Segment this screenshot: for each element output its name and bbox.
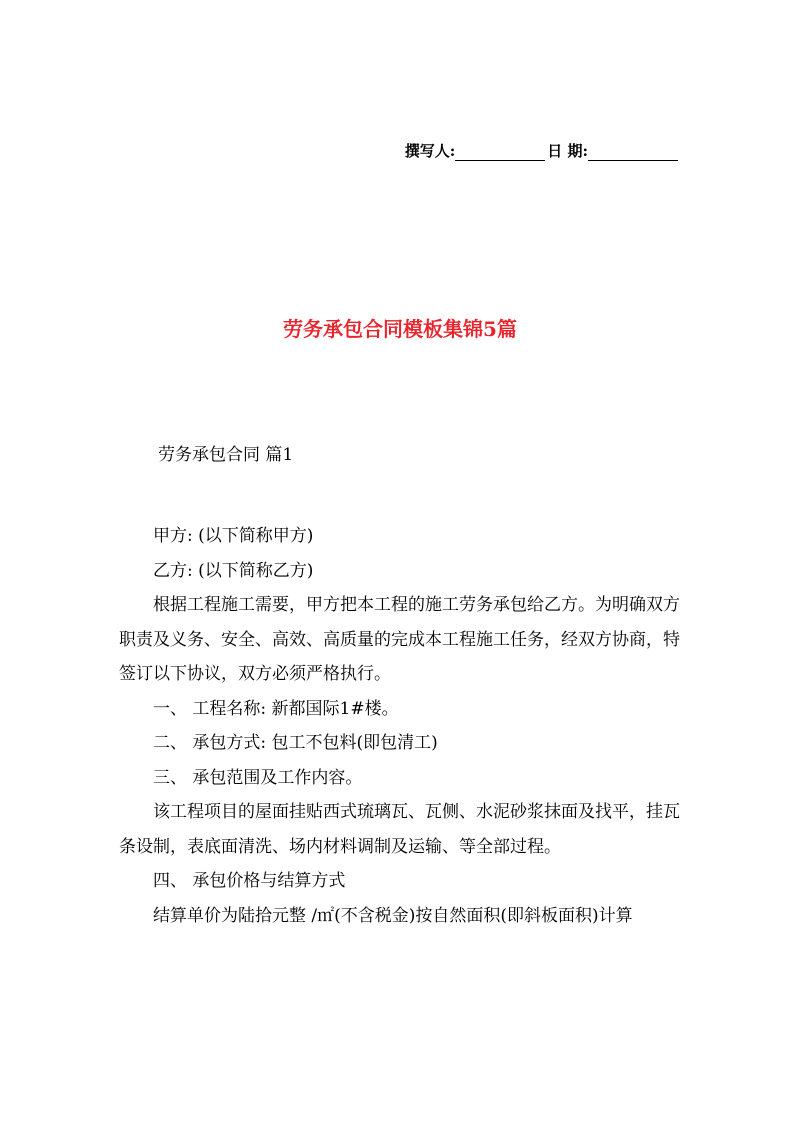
paragraph-preamble: 根据工程施工需要，甲方把本工程的施工劳务承包给乙方。为明确双方职责及义务、安全、高效、高质量的完成本工程施工任务，经双方协商，特签订以下协议，双方必须严格执行。 [119,595,680,684]
document-body [119,519,685,933]
author-label: 撰写人: [404,142,456,160]
paragraph-scope-heading: 三、 承包范围及工作内容。 [153,767,363,788]
date-label: 日 期: [547,142,588,160]
paragraph-party-a: 甲方: (以下简称甲方) [153,526,314,546]
paragraph-scope-detail: 该工程项目的屋面挂贴西式琉璃瓦、瓦侧、水泥砂浆抹面及找平，挂瓦条设制，表底面清洗、场内材料调制及运输、等全部过程。 [119,802,680,857]
author-date-line [405,140,680,161]
author-blank [455,144,545,161]
paragraph-price-heading: 四、 承包价格与结算方式 [153,871,346,891]
date-blank [588,144,678,161]
document-title: 劳务承包合同模板集锦5篇 [283,317,517,341]
section-title: 劳务承包合同 篇1 [158,445,294,465]
paragraph-project-name: 一、 工程名称: 新都国际1#楼。 [153,698,399,719]
paragraph-contract-method: 二、 承包方式: 包工不包料(即包清工) [153,733,438,753]
paragraph-party-b: 乙方: (以下简称乙方) [153,560,314,581]
paragraph-price-detail: 结算单价为陆拾元整 /㎡(不含税金)按自然面积(即斜板面积)计算 [153,905,633,926]
